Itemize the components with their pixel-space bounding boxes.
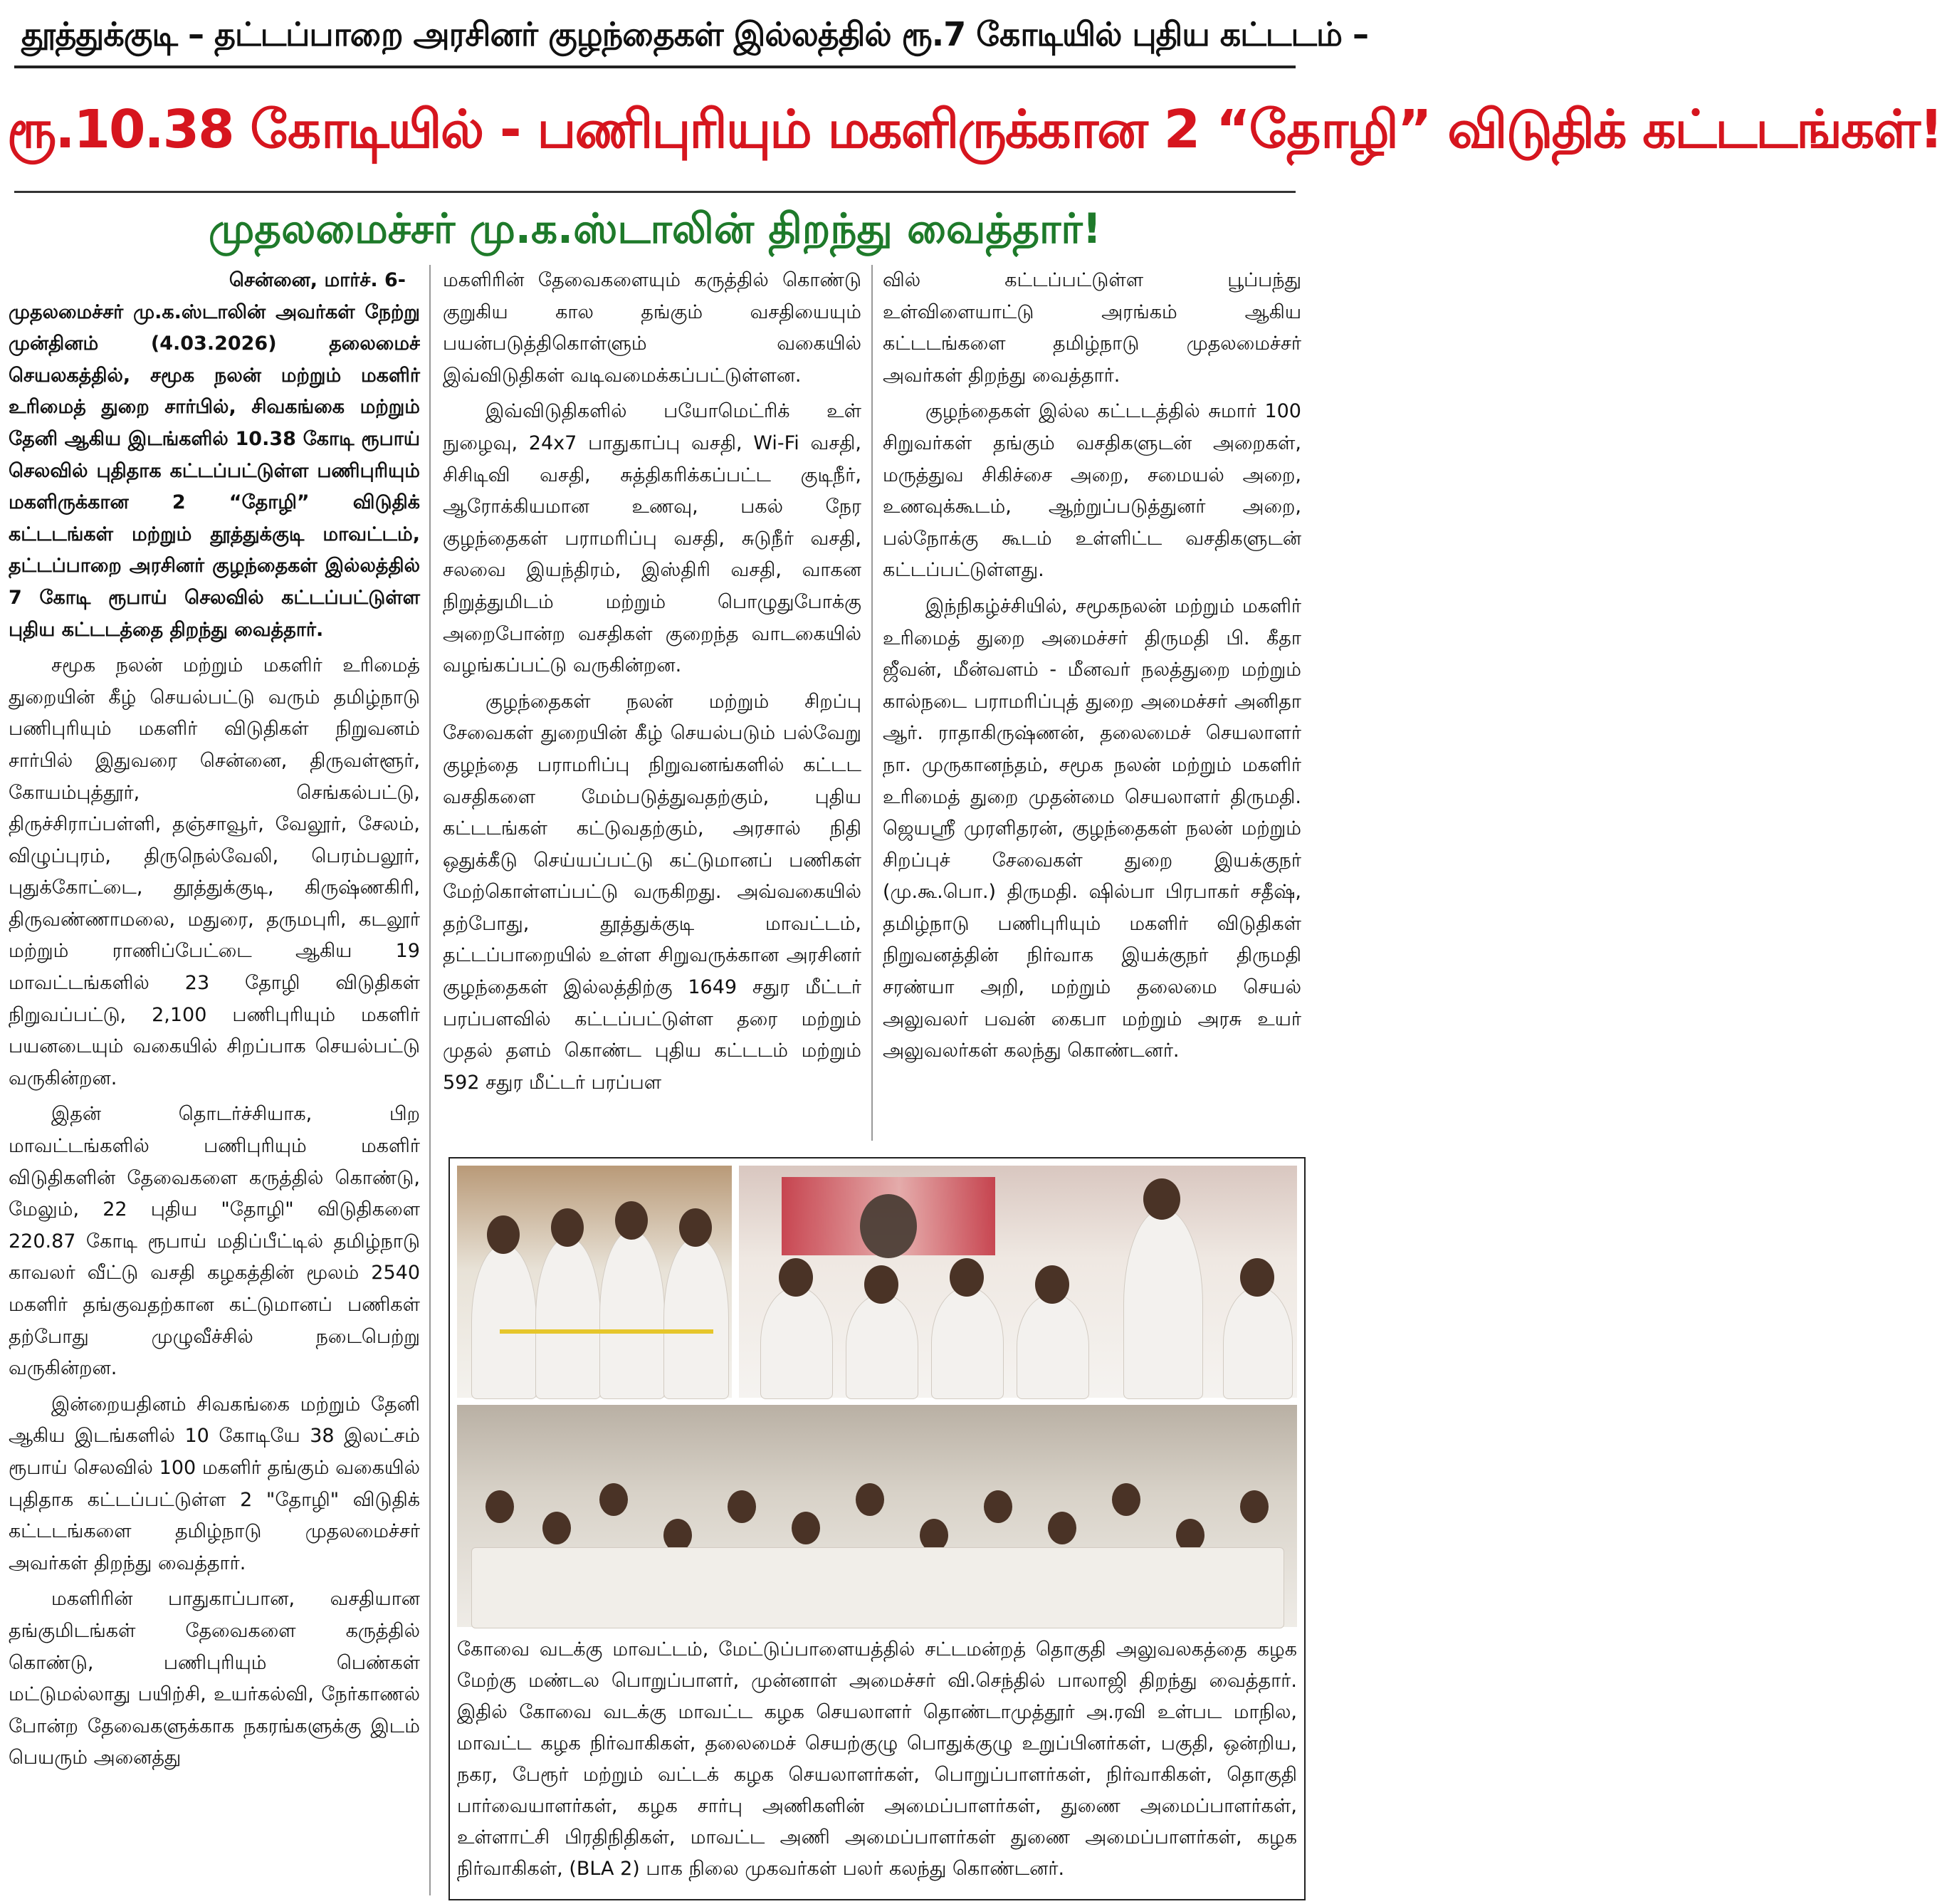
lead-text: முதலமைச்சர் மு.க.ஸ்டாலின் அவர்கள் நேற்று முன்தினம் (4.03.2026) தலைமைச் செயலகத்தில், சமூக நலன் மற்றும் மகளிர் உரிமைத் துறை சார்பில், சிவகங்கை மற்றும் தேனி ஆகிய இடங்களில் 10.38 கோடி ரூபாய் செலவில் புதிதாக கட்டப்பட்டுள்ள பணிபுரியும் மகளிருக்கான 2 “தோழி” விடுதிக் கட்டடங்கள் மற்றும் தூத்துக்குடி மாவட்டம், தட்டப்பாறை அரசினர் குழந்தைகள் இல்லத்தில் 7 கோடி ரூபாய் செலவில் கட்டப்பட்டுள்ள புதிய கட்டடத்தை திறந்து வைத்தார்.: [9, 300, 420, 641]
paragraph: இவ்விடுதிகளில் பயோமெட்ரிக் உள் நுழைவு, 24x7 பாதுகாப்பு வசதி, Wi-Fi வசதி, சிசிடிவி வசதி, சுத்திகரிக்கப்பட்ட குடிநீர், ஆரோக்கியமான உணவு, பகல் நேர குழந்தைகள் பராமரிப்பு வசதி, சுடுநீர் வசதி, சலவை இயந்திரம், இஸ்திரி வசதி, வாகன நிறுத்துமிடம் மற்றும் பொழுதுபோக்கு அறைபோன்ற வசதிகள் குறைந்த வாடகையில் வழங்கப்பட்டு வருகின்றன.: [443, 400, 861, 677]
photo-feature: [448, 1157, 1306, 1900]
lead-paragraph: [9, 297, 420, 647]
ribbon: [500, 1329, 713, 1334]
paragraph: இன்றையதினம் சிவகங்கை மற்றும் தேனி ஆகிய இடங்களில் 10 கோடியே 38 இலட்சம் ரூபாய் செலவில் 100 மகளிர் தங்கும் வகையில் புதிதாக கட்டப்பட்டுள்ள 2 "தோழி" விடுதிக் கட்டடங்களை தமிழ்நாடு முதலமைச்சர் அவர்கள் திறந்து வைத்தார்.: [9, 1393, 420, 1574]
speech-photo: [739, 1166, 1297, 1398]
column-divider: [871, 265, 873, 1141]
paragraph: மகளிரின் தேவைகளையும் கருத்தில் கொண்டு குறுகிய கால தங்கும் வசதியையும் பயன்படுத்திகொள்ளும் வகையில் இவ்விடுதிகள் வடிவமைக்கப்பட்டுள்ளன.: [443, 269, 861, 387]
article-column-1: [9, 265, 420, 1895]
paragraph: குழந்தைகள் நலன் மற்றும் சிறப்பு சேவைகள் துறையின் கீழ் செயல்படும் பல்வேறு குழந்தை பராமரிப்பு நிறுவனங்களில் கட்டட வசதிகளை மேம்படுத்துவதற்கும், புதிய கட்டடங்கள் கட்டுவதற்கும், அரசால் நிதி ஒதுக்கீடு செய்யப்பட்டு கட்டுமானப் பணிகள் மேற்கொள்ளப்பட்டு வருகிறது. அவ்வகையில் தற்போது, தூத்துக்குடி மாவட்டம், தட்டப்பாறையில் உள்ள சிறுவருக்கான அரசினர் குழந்தைகள் இல்லத்திற்கு 1649 சதுர மீட்டர் பரப்பளவில் கட்டப்பட்டுள்ள தரை மற்றும் முதல் தளம் கொண்ட புதிய கட்டடம் மற்றும் 592 சதுர மீட்டர் பரப்பள: [443, 690, 861, 1094]
paragraph: சமூக நலன் மற்றும் மகளிர் உரிமைத் துறையின் கீழ் செயல்பட்டு வரும் தமிழ்நாடு பணிபுரியும் மகளிர் விடுதிகள் நிறுவனம் சார்பில் இதுவரை சென்னை, திருவள்ளூர், கோயம்புத்தூர், செங்கல்பட்டு, திருச்சிராப்பள்ளி, தஞ்சாவூர், வேலூர், சேலம், விழுப்புரம், திருநெல்வேலி, பெரம்பலூர், புதுக்கோட்டை, தூத்துக்குடி, கிருஷ்ணகிரி, திருவண்ணாமலை, மதுரை, தருமபுரி, கடலூர் மற்றும் ராணிப்பேட்டை ஆகிய 19 மாவட்டங்களில் 23 தோழி விடுதிகள் நிறுவப்பட்டு, 2,100 பணிபுரியும் மகளிர் பயனடையும் வகையில் சிறப்பாக செயல்பட்டு வருகின்றன.: [9, 654, 420, 1089]
kicker-headline: தூத்துக்குடி – தட்டப்பாறை அரசினர் குழந்தைகள் இல்லத்தில் ரூ.7 கோடியில் புதிய கட்டடம் –: [21, 15, 1369, 53]
paragraph: இதன் தொடர்ச்சியாக, பிற மாவட்டங்களில் பணிபுரியும் மகளிர் விடுதிகளின் தேவைகளை கருத்தில் கொண்டு, மேலும், 22 புதிய "தோழி" விடுதிகளை 220.87 கோடி ரூபாய் மதிப்பீட்டில் தமிழ்நாடு காவலர் வீட்டு வசதி கழகத்தின் மூலம் 2540 மகளிர் தங்குவதற்கான கட்டுமானப் பணிகள் தற்போது முழுவீச்சில் நடைபெற்று வருகின்றன.: [9, 1103, 420, 1380]
ribbon-cutting-photo: [457, 1166, 732, 1398]
crowd-photo: [457, 1405, 1297, 1627]
top-rule: [14, 66, 1296, 68]
paragraph: வில் கட்டப்பட்டுள்ள பூப்பந்து உள்விளையாட்டு அரங்கம் ஆகிய கட்டடங்களை தமிழ்நாடு முதலமைச்சர் அவர்கள் திறந்து வைத்தார்.: [883, 269, 1301, 387]
paragraph: இந்நிகழ்ச்சியில், சமூகநலன் மற்றும் மகளிர் உரிமைத் துறை அமைச்சர் திருமதி பி. கீதா ஜீவன், மீன்வளம் - மீனவர் நலத்துறை மற்றும் கால்நடை பராமரிப்புத் துறை அமைச்சர் அனிதா ஆர். ராதாகிருஷ்ணன், தலைமைச் செயலாளர் நா. முருகானந்தம், சமூக நலன் மற்றும் மகளிர் உரிமைத் துறை முதன்மை செயலாளர் திருமதி. ஜெயஸ்ரீ முரளிதரன், குழந்தைகள் நலன் மற்றும் சிறப்புச் சேவைகள் துறை இயக்குநர் (மு.கூ.பொ.) திருமதி. ஷில்பா பிரபாகர் சதீஷ், தமிழ்நாடு பணிபுரியும் மகளிர் விடுதிகள் நிறுவனத்தின் நிர்வாக இயக்குநர் திருமதி சரண்யா அறி, மற்றும் தலைமை செயல் அலுவலர் பவன் கைபா மற்றும் அரசு உயர் அலுவலர்கள் கலந்து கொண்டனர்.: [883, 595, 1301, 1062]
banner: [782, 1177, 995, 1255]
paragraph: குழந்தைகள் இல்ல கட்டடத்தில் சுமார் 100 சிறுவர்கள் தங்கும் வசதிகளுடன் அறைகள், மருத்துவ சிகிச்சை அறை, சமையல் அறை, உணவுக்கூடம், ஆற்றுப்படுத்துனர் அறை, பல்நோக்கு கூடம் உள்ளிட்ட வசதிகளுடன் கட்டப்பட்டுள்ளது.: [883, 400, 1301, 582]
article-column-3: [883, 265, 1301, 1141]
article-column-2: [443, 265, 861, 1094]
mid-rule: [14, 191, 1296, 193]
caption-text: கோவை வடக்கு மாவட்டம், மேட்டுப்பாளையத்தில் சட்டமன்றத் தொகுதி அலுவலகத்தை கழக மேற்கு மண்டல பொறுப்பாளர், முன்னாள் அமைச்சர் வி.செந்தில் பாலாஜி திறந்து வைத்தார். இதில் கோவை வடக்கு மாவட்ட கழக செயலாளர் தொண்டாமுத்தூர் அ.ரவி உள்பட மாநில, மாவட்ட கழக நிர்வாகிகள், தலைமைச் செயற்குழு பொதுக்குழு உறுப்பினர்கள், பகுதி, ஒன்றிய, நகர, பேரூர் மற்றும் வட்டக் கழக செயலாளர்கள், பொறுப்பாளர்கள், நிர்வாகிகள், தொகுதி பார்வையாளர்கள், கழக சார்பு அணிகளின் அமைப்பாளர்கள், துணை அமைப்பாளர்கள், உள்ளாட்சி பிரதிநிதிகள், மாவட்ட அணி அமைப்பாளர்கள் துணை அமைப்பாளர்கள், கழக நிர்வாகிகள், (BLA 2) பாக நிலை முகவர்கள் பலர் கலந்து கொண்டனர்.: [457, 1638, 1297, 1880]
dateline: சென்னை, மார்ச். 6-: [229, 269, 406, 291]
sub-headline: முதலமைச்சர் மு.க.ஸ்டாலின் திறந்து வைத்தார்!: [208, 204, 1102, 253]
column-divider: [429, 265, 431, 1895]
paragraph: மகளிரின் பாதுகாப்பான, வசதியான தங்குமிடங்கள் தேவைகளை கருத்தில் கொண்டு, பணிபுரியும் பெண்கள் மட்டுமல்லாது பயிற்சி, உயர்கல்வி, நேர்காணல் போன்ற தேவைகளுக்காக நகரங்களுக்கு இடம் பெயரும் அனைத்து: [9, 1588, 420, 1769]
photo-caption: [457, 1634, 1297, 1895]
main-headline: ரூ.10.38 கோடியில் - பணிபுரியும் மகளிருக்கான 2 “தோழி” விடுதிக் கட்டடங்கள்!: [7, 99, 1942, 160]
